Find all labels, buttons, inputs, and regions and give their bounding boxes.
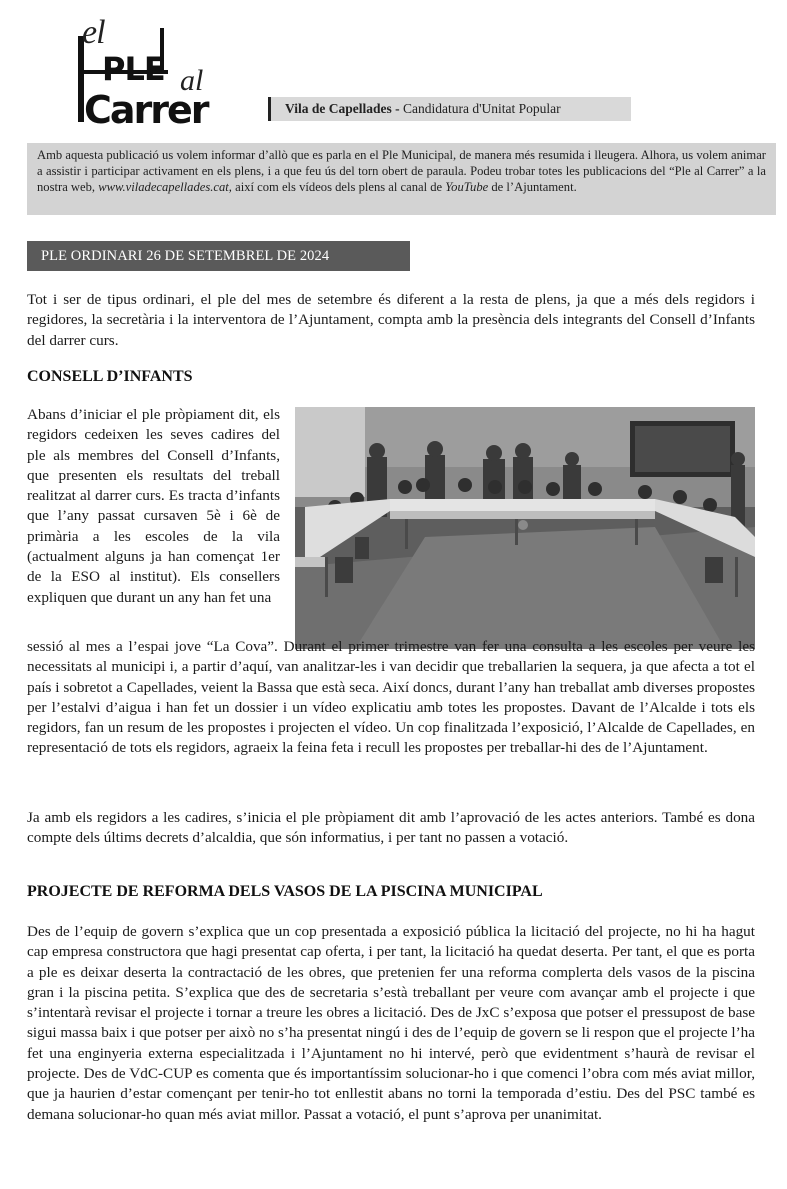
el-ple-al-carrer-logo — [76, 14, 266, 132]
logo-word-el: el — [82, 14, 105, 51]
logo-word-al: al — [180, 64, 204, 97]
council-photo-illustration — [295, 407, 755, 649]
session-title-bar: PLE ORDINARI 26 DE SETEMBREL DE 2024 — [27, 241, 410, 271]
intro-text-3: de l’Ajuntament. — [488, 179, 577, 194]
masthead-banner — [268, 97, 631, 121]
heading-consell-infants: CONSELL D’INFANTS — [27, 368, 193, 385]
intro-text-2: així com els vídeos dels plens al canal de — [231, 179, 446, 194]
paragraph-actes: Ja amb els regidors a les cadires, s’inicia el ple pròpiament dit amb l’aprovació de les actes anteriors. També es dona compte dels últims decrets d’alcaldia, que són informatius, i per tant no passen a votació. — [27, 809, 755, 847]
intro-text-1: Amb aquesta publicació us volem informar d’allò que es parla en el Ple Municipal, de manera més resumida i lleugera. Alhora, us volem animar a assistir i participar activament en els plens, i a que feu ús del torn obert de paraula. Podeu trobar totes les publicacions del “Ple al Carrer” a la nostra web, — [37, 148, 766, 194]
logo-word-ple: PLE — [102, 50, 165, 88]
intro-website: www.viladecapellades.cat, — [98, 179, 232, 194]
banner-party: Candidatura d'Unitat Popular — [403, 101, 561, 116]
heading-piscina: PROJECTE DE REFORMA DELS VASOS DE LA PISCINA MUNICIPAL — [27, 883, 543, 900]
paragraph-consell-wrapped: Abans d’iniciar el ple pròpiament dit, els regidors cedeixen les seves cadires del ple als membres del Consell d’Infants, que presenten els resultats del treball realitzat al darrer curs. Es tracta d’infants que l’any passat cursaven 5è i 6è de primària a les escoles de la vila (actualment alguns ja han començat 1er de la ESO al institut). Els consellers expliquen que durant un any han fet una — [27, 406, 280, 606]
paragraph-consell-continued: sessió al mes a l’espai jove “La Cova”. Durant el primer trimestre van fer una consulta a les escoles per veure les necessitats al municipi i, a partir d’aquí, van analitzar-les i van decidir que treballarien la sequera, ja que afecta a tot el país i sobretot a Capellades, veient la Bassa que està seca. Així doncs, durant l’any han treballat amb diverses propostes per l’estalvi d’aigua i han fet un dossier i un vídeo explicatiu amb totes les propostes. Davant de l’Alcalde i tots els regidors, fan un resum de les propostes i projecten el vídeo. Un cop finalitzada l’exposició, l’Alcalde de Capellades, en representació de tots els regidors, agraeix la feina feta i recull les propostes per treballar-hi des de l’Ajuntament. — [27, 638, 755, 757]
banner-separator: - — [391, 101, 404, 116]
council-session-photo — [295, 407, 755, 649]
paragraph-intro: Tot i ser de tipus ordinari, el ple del mes de setembre és diferent a la resta de plens, ja que a més dels regidors i regidores, la secretària i la interventora de l’Ajuntament, compta amb la presència dels integrants del Consell d’Infants del darrer curs. — [27, 291, 755, 349]
banner-town: Vila de Capellades — [285, 101, 392, 116]
intro-box — [27, 143, 776, 215]
intro-youtube: YouTube — [445, 179, 489, 194]
logo-word-carrer: Carrer — [84, 88, 208, 132]
paragraph-piscina: Des de l’equip de govern s’explica que un cop presentada a exposició pública la licitació del projecte, no hi ha hagut cap empresa constructora que hagi presentat cap oferta, i per tant, la licitació ha quedat deserta. Per tant, el que es porta a ple es deixar deserta la contractació de les obres, que pretenien fer una reforma complerta dels vasos de la piscina gran i la piscina petita. S’explica que des de secretaria s’està treballant per veure com avançar amb el projecte i que s’intentarà revisar el projecte i tornar a treure les obres a licitació. Des de JxC s’exposa que potser el pressupost de base sigui massa baix i que potser per això no s’ha presentat ningú i des de l’equip de govern se li respon que el projecte l’ha fet una enginyeria externa especialitzada i l’Ajuntament no hi intervé, però que evidentment s’haurà de revisar el projecte. Des de VdC-CUP es comenta que és importantíssim solucionar-ho i que comenci l’obra com més aviat millor, que ja haurien d’estar començant per tenir-ho tot enllestit abans no torni la temporada d’estiu. Des del PSC també es demana solucionar-ho quan més aviat millor. Passat a votació, el punt s’aprova per unanimitat. — [27, 923, 755, 1123]
